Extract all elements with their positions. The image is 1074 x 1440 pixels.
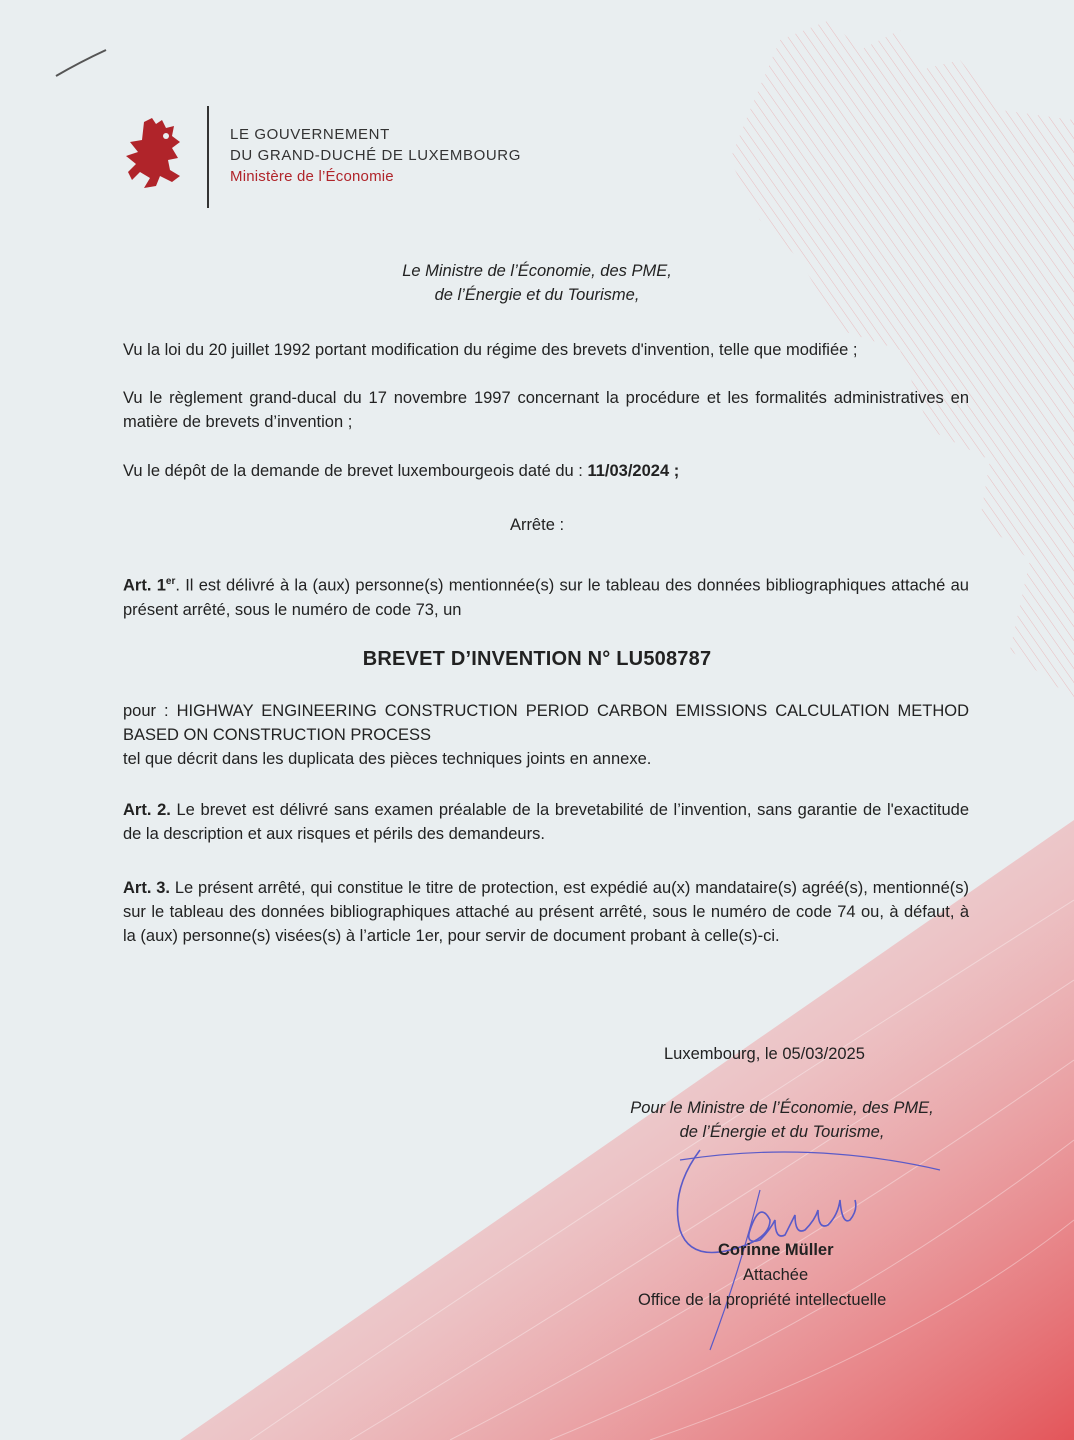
government-header <box>230 124 521 187</box>
vu-paragraph-1: Vu la loi du 20 juillet 1992 portant modification du régime des brevets d'invention, telle que modifiée ; <box>123 341 858 359</box>
signatory-title: Attachée <box>743 1266 809 1284</box>
vu-paragraph-2: Vu le règlement grand-ducal du 17 novembre 1997 concernant la procédure et les formalités administratives en matière de brevets d’invention ; <box>123 389 969 431</box>
signatory-office: Office de la propriété intellectuelle <box>638 1291 887 1309</box>
arrete-heading: Arrête : <box>509 516 565 534</box>
minister-line2: de l’Énergie et du Tourisme, <box>434 286 640 304</box>
brevet-title: BREVET D’INVENTION N° LU508787 <box>362 648 712 670</box>
vu3-text: Vu le dépôt de la demande de brevet luxembourgeois daté du : <box>123 462 588 480</box>
header-line1: LE GOUVERNEMENT <box>230 126 390 143</box>
pour-ministre-line1: Pour le Ministre de l’Économie, des PME, <box>630 1099 934 1117</box>
vu3-date: 11/03/2024 ; <box>587 462 680 480</box>
luxembourg-lion-logo <box>122 116 190 192</box>
vu-paragraph-3 <box>123 459 969 483</box>
art2-label: Art. 2. <box>123 801 171 819</box>
minister-line1: Le Ministre de l’Économie, des PME, <box>402 262 672 280</box>
tel-paragraph: tel que décrit dans les duplicata des pièces techniques joints en annexe. <box>123 750 652 768</box>
article-1 <box>123 570 969 622</box>
header-ministry: Ministère de l’Économie <box>230 168 394 185</box>
pour-ministre-line2: de l’Énergie et du Tourisme, <box>679 1123 885 1141</box>
header-line2: DU GRAND-DUCHÉ DE LUXEMBOURG <box>230 147 521 164</box>
art2-text: Le brevet est délivré sans examen préalable de la brevetabilité de l’invention, sans garantie de l'exactitude de la description et aux risques et périls des demandeurs. <box>123 801 969 843</box>
article-3 <box>123 876 969 948</box>
place-date: Luxembourg, le 05/03/2025 <box>664 1045 865 1063</box>
art1-sup: er <box>165 576 176 587</box>
signatory-name: Corinne Müller <box>718 1241 834 1259</box>
article-2 <box>123 798 969 846</box>
art3-label: Art. 3. <box>123 879 171 897</box>
pour-paragraph: pour : HIGHWAY ENGINEERING CONSTRUCTION PERIOD CARBON EMISSIONS CALCULATION METHOD BASED ON CONSTRUCTION PROCESS <box>123 702 969 744</box>
art1-text: . Il est délivré à la (aux) personne(s) mentionnée(s) sur le tableau des données bibliographiques attaché au présent arrêté, sous le numéro de code 73, un <box>123 576 969 619</box>
art3-text: Le présent arrêté, qui constitue le titre de protection, est expédié au(x) mandataire(s) agréé(s), mentionné(s) sur le tableau des données bibliographiques attaché au présent arrêté, sous le numéro de code 74 ou, à défaut, à la (aux) personne(s) visées(s) à l’article 1er, pour servir de document probant à celle(s)-ci. <box>123 879 969 945</box>
header-divider <box>207 106 209 208</box>
minister-heading <box>0 259 1074 307</box>
art1-label: Art. 1 <box>123 576 166 595</box>
